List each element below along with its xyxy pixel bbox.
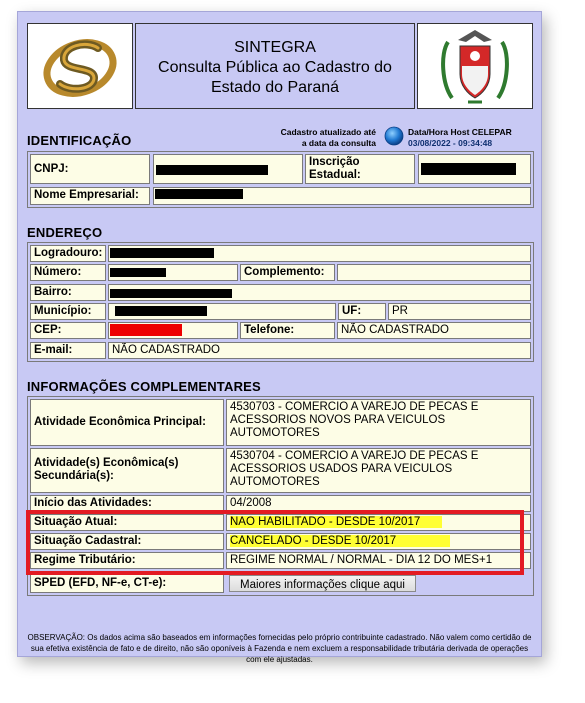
municipio-label: Município:	[30, 303, 106, 320]
regime-tributario-value: REGIME NORMAL / NORMAL - DIA 12 DO MES+1	[226, 552, 531, 569]
uf-label: UF:	[338, 303, 386, 320]
uf-value: PR	[388, 303, 531, 320]
inscricao-label-line-1: Inscrição	[309, 156, 360, 168]
highlight-frame	[26, 510, 524, 575]
telefone-label: Telefone:	[240, 322, 335, 339]
cep-value	[108, 322, 238, 339]
updated-note	[256, 127, 376, 149]
cep-label: CEP:	[30, 322, 106, 339]
datahost-label: Data/Hora Host CELEPAR	[408, 127, 512, 137]
updated-note-line-1: Cadastro atualizado até	[280, 127, 376, 137]
complemento-label: Complemento:	[240, 264, 335, 281]
situacao-atual-label: Situação Atual:	[30, 514, 224, 531]
nome-empresarial-label: Nome Empresarial:	[30, 187, 150, 205]
inscricao-estadual-label	[305, 154, 415, 184]
redacted-cep	[110, 324, 182, 336]
inscricao-estadual-value	[418, 154, 531, 184]
inicio-atividades-label: Início das Atividades:	[30, 495, 224, 512]
bairro-label: Bairro:	[30, 284, 106, 301]
title-line-2: Consulta Pública ao Cadastro do	[158, 59, 392, 76]
numero-value	[108, 264, 238, 281]
datahost-value: 03/08/2022 - 09:34:48	[408, 138, 493, 148]
atividade-principal-label: Atividade Econômica Principal:	[30, 399, 224, 446]
sintegra-logo	[27, 23, 133, 109]
municipio-value	[108, 303, 336, 320]
inscricao-label-line-2: Estadual:	[309, 169, 361, 181]
telefone-value: NÃO CADASTRADO	[337, 322, 531, 339]
inicio-atividades-value: 04/2008	[226, 495, 531, 512]
logradouro-label: Logradouro:	[30, 245, 106, 262]
redacted-inscricao	[421, 163, 516, 175]
cnpj-value	[153, 154, 303, 184]
page-title	[135, 23, 415, 109]
endereco-heading: ENDEREÇO	[27, 225, 103, 240]
coat-of-arms	[417, 23, 533, 109]
logradouro-value	[108, 245, 531, 262]
sped-more-info-button[interactable]: Maiores informações clique aqui	[229, 575, 416, 592]
observacao-note: OBSERVAÇÃO: Os dados acima são baseados em informações fornecidas pelo próprio contribuinte cadastrado. Não valem como certidão de sua efetiva existência de fato e de direito, não são oponíveis à Fazenda e nem excluem a responsabilidade tributária derivada de operações com ele ajustadas.	[27, 633, 532, 664]
datahost-box	[408, 127, 512, 149]
atividade-secundaria-label: Atividade(s) Econômica(s) Secundária(s):	[30, 448, 224, 493]
sintegra-page	[17, 11, 542, 664]
redacted-logradouro	[110, 248, 214, 258]
complemento-value	[337, 264, 531, 281]
email-label: E-mail:	[30, 342, 106, 359]
parana-coat-of-arms-icon	[418, 24, 532, 108]
globe-icon	[384, 126, 404, 146]
situacao-cadastral-label: Situação Cadastral:	[30, 533, 224, 550]
situacao-atual-highlight: NAO HABILITADO - DESDE 10/2017	[230, 516, 442, 528]
identificacao-heading: IDENTIFICAÇÃO	[27, 133, 132, 148]
email-value: NÃO CADASTRADO	[108, 342, 531, 359]
redacted-numero	[110, 268, 166, 277]
complementares-heading: INFORMAÇÕES COMPLEMENTARES	[27, 379, 261, 394]
atividade-principal-value: 4530703 - COMERCIO A VAREJO DE PECAS E ACESSORIOS NOVOS PARA VEICULOS AUTOMOTORES	[226, 399, 531, 446]
redacted-cnpj	[156, 165, 268, 175]
regime-tributario-label: Regime Tributário:	[30, 552, 224, 569]
numero-label: Número:	[30, 264, 106, 281]
cnpj-label: CNPJ:	[30, 154, 150, 184]
redacted-nome	[155, 189, 243, 199]
redacted-bairro	[110, 289, 232, 298]
situacao-cadastral-highlight: CANCELADO - DESDE 10/2017	[230, 535, 450, 547]
title-line-3: Estado do Paraná	[210, 79, 340, 96]
sintegra-logo-icon	[28, 24, 132, 108]
page-header	[27, 23, 533, 109]
updated-note-line-2: a data da consulta	[301, 138, 376, 148]
title-line-1: SINTEGRA	[234, 39, 316, 56]
sped-label: SPED (EFD, NF-e, CT-e):	[30, 573, 224, 593]
nome-empresarial-value	[153, 187, 531, 205]
redacted-municipio	[115, 306, 207, 316]
atividade-secundaria-value: 4530704 - COMERCIO A VAREJO DE PECAS E ACESSORIOS USADOS PARA VEICULOS AUTOMOTORES	[226, 448, 531, 493]
bairro-value	[108, 284, 531, 301]
